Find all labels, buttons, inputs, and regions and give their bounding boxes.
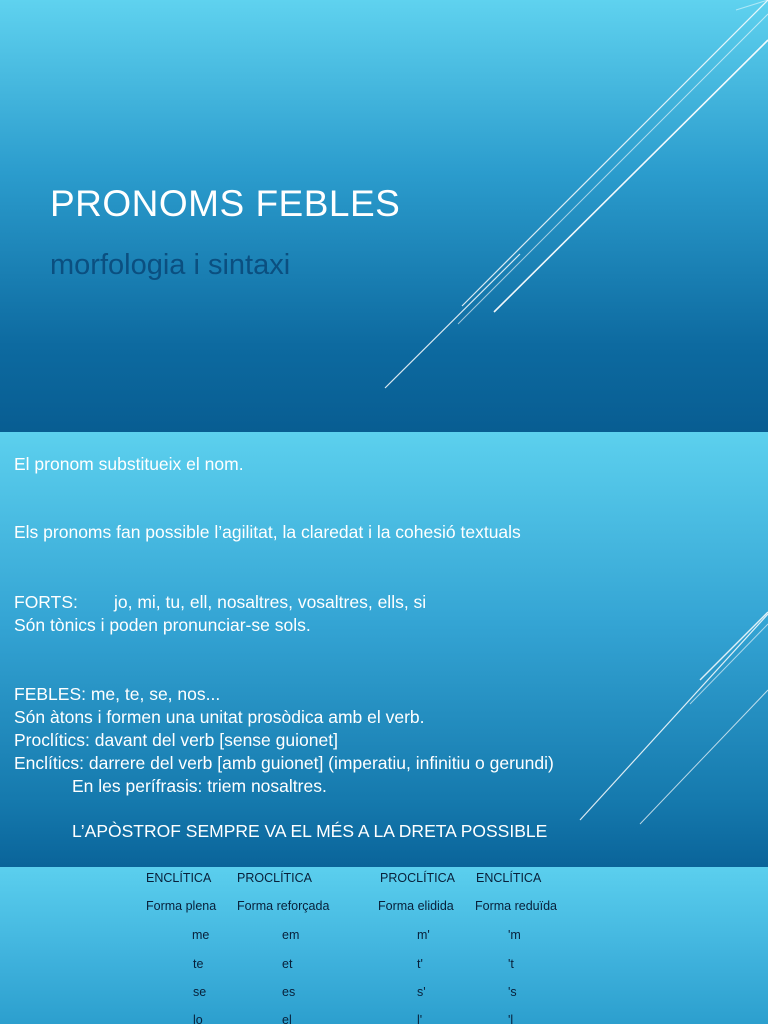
table-cell: lo: [193, 1013, 203, 1024]
text-line-perifrasis: En les perífrasis: triem nosaltres.: [72, 776, 327, 796]
table-cell: es: [282, 985, 296, 999]
slide-subtitle: morfologia i sintaxi: [50, 249, 291, 281]
header-form-2: Forma reforçada: [237, 899, 330, 913]
header-type-1: ENCLÍTICA: [146, 871, 212, 885]
table-cell: el: [282, 1013, 292, 1024]
header-type-2: PROCLÍTICA: [237, 871, 313, 885]
table-cell: l': [417, 1013, 423, 1024]
text-line-agilitat: Els pronoms fan possible l’agilitat, la claredat i la cohesió textuals: [14, 522, 521, 542]
table-cell: m': [417, 928, 430, 942]
text-line-enclitics: Enclítics: darrere del verb [amb guionet] (imperatiu, infinitiu o gerundi): [14, 753, 554, 773]
table-cell: s': [417, 985, 426, 999]
header-form-4: Forma reduïda: [475, 899, 557, 913]
forts-words: jo, mi, tu, ell, nosaltres, vosaltres, ells, si: [114, 592, 427, 612]
table-cell: 'l: [508, 1013, 514, 1024]
table-cell: em: [282, 928, 300, 942]
title-slide: [0, 0, 768, 432]
decorative-lines: [0, 432, 768, 867]
text-line-apostrof: L’APÒSTROF SEMPRE VA EL MÉS A LA DRETA POSSIBLE: [72, 821, 548, 841]
text-line-proclitics: Proclítics: davant del verb [sense guionet]: [14, 730, 338, 750]
text-line-pronom: El pronom substitueix el nom.: [14, 454, 244, 474]
forts-label: FORTS:: [14, 592, 78, 612]
table-cell: 'm: [508, 928, 521, 942]
table-cell: me: [192, 928, 210, 942]
header-form-1: Forma plena: [146, 899, 217, 913]
content-slide: [0, 432, 768, 867]
text-line-febles: FEBLES: me, te, se, nos...: [14, 684, 221, 704]
slide-title: PRONOMS FEBLES: [50, 183, 401, 224]
table-cell: 't: [508, 957, 514, 971]
table-cell: t': [417, 957, 423, 971]
text-line-febles-desc: Són àtons i formen una unitat prosòdica amb el verb.: [14, 707, 425, 727]
text-line-forts-desc: Són tònics i poden pronunciar-se sols.: [14, 615, 311, 635]
header-type-3: PROCLÍTICA: [380, 871, 456, 885]
table-cell: et: [282, 957, 293, 971]
table-cell: se: [193, 985, 207, 999]
text-line-forts: [14, 592, 427, 613]
table-slide: [0, 867, 768, 1024]
table-cell: te: [193, 957, 204, 971]
table-cell: 's: [508, 985, 517, 999]
header-form-3: Forma elidida: [378, 899, 454, 913]
header-type-4: ENCLÍTICA: [476, 871, 542, 885]
